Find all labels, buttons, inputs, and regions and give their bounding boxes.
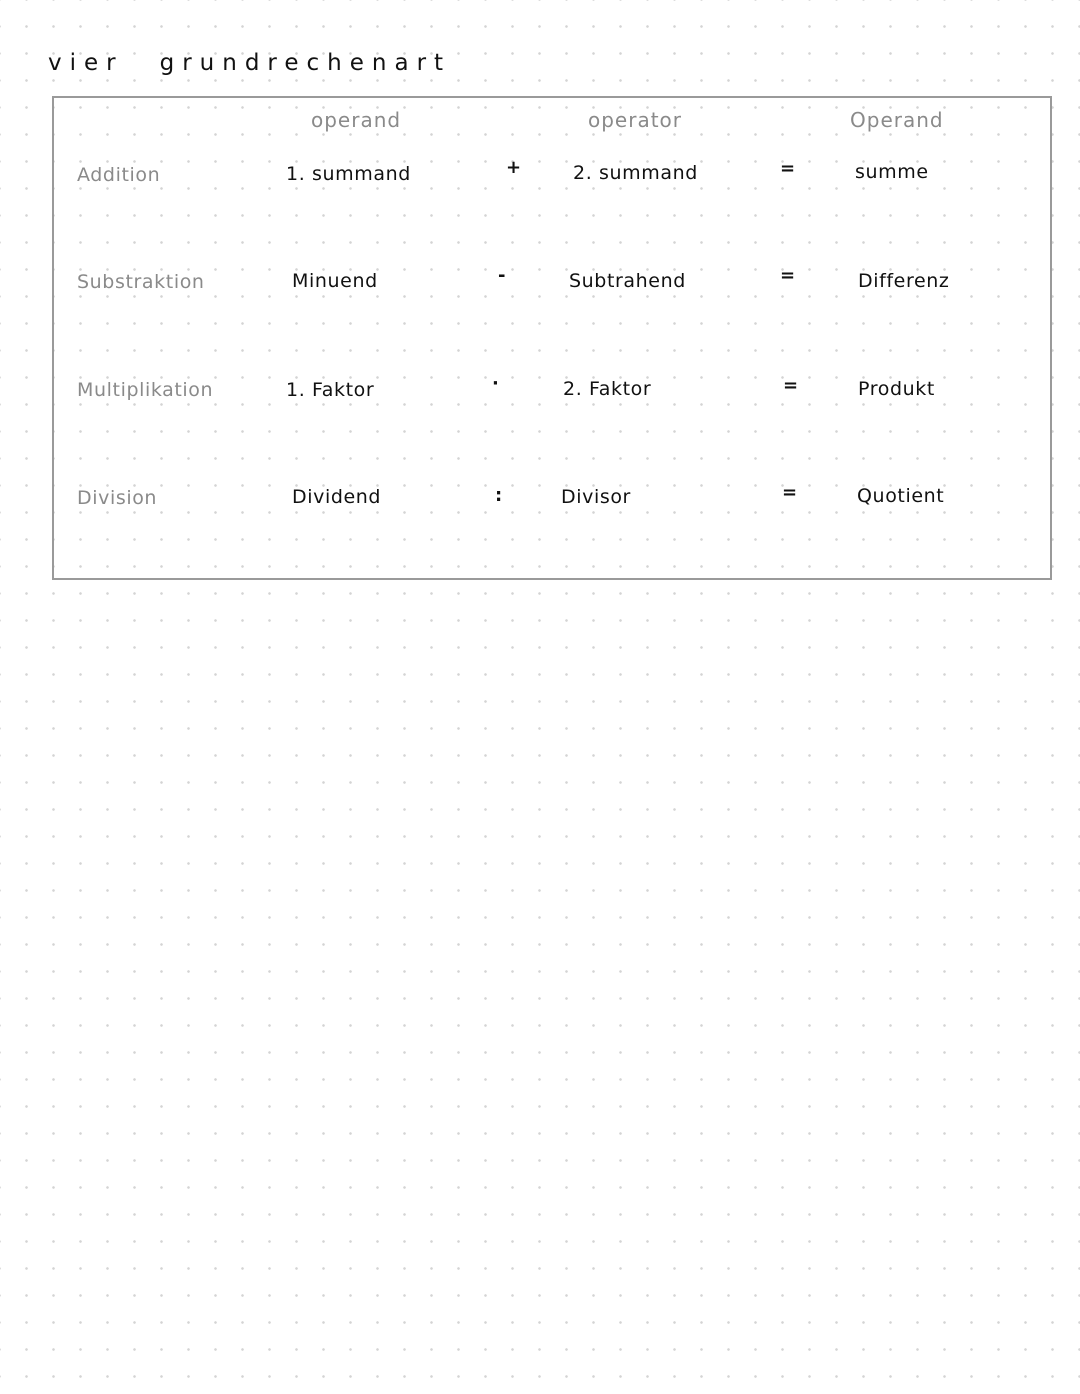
result-term: Quotient <box>857 485 945 507</box>
operator-symbol: · <box>492 373 500 394</box>
equals-sign: = <box>780 158 796 179</box>
header-operand-left: operand <box>311 108 402 132</box>
title-word-grundrechenart: grundrechenart <box>159 50 452 76</box>
operator-symbol: - <box>498 265 507 286</box>
first-operand: Minuend <box>292 270 378 292</box>
row-label: Addition <box>77 164 161 186</box>
arithmetic-table <box>52 96 1052 580</box>
operator-symbol: + <box>506 157 522 178</box>
second-operand: 2. Faktor <box>563 378 652 400</box>
header-operand-right: Operand <box>850 108 944 132</box>
operator-symbol: : <box>495 485 503 506</box>
row-label: Multiplikation <box>77 379 214 401</box>
equals-sign: = <box>780 265 796 286</box>
first-operand: 1. Faktor <box>286 379 375 401</box>
second-operand: 2. summand <box>573 162 698 184</box>
equals-sign: = <box>783 375 799 396</box>
second-operand: Subtrahend <box>569 270 686 292</box>
first-operand: 1. summand <box>286 163 411 185</box>
result-term: Differenz <box>858 270 950 292</box>
first-operand: Dividend <box>292 486 382 508</box>
row-label: Substraktion <box>77 271 205 293</box>
title-word-vier: vier <box>48 50 124 76</box>
header-operator: operator <box>588 108 683 132</box>
result-term: Produkt <box>858 378 935 400</box>
equals-sign: = <box>782 482 798 503</box>
second-operand: Divisor <box>561 486 631 508</box>
result-term: summe <box>855 161 929 183</box>
row-label: Division <box>77 487 158 509</box>
page-title <box>48 50 451 76</box>
